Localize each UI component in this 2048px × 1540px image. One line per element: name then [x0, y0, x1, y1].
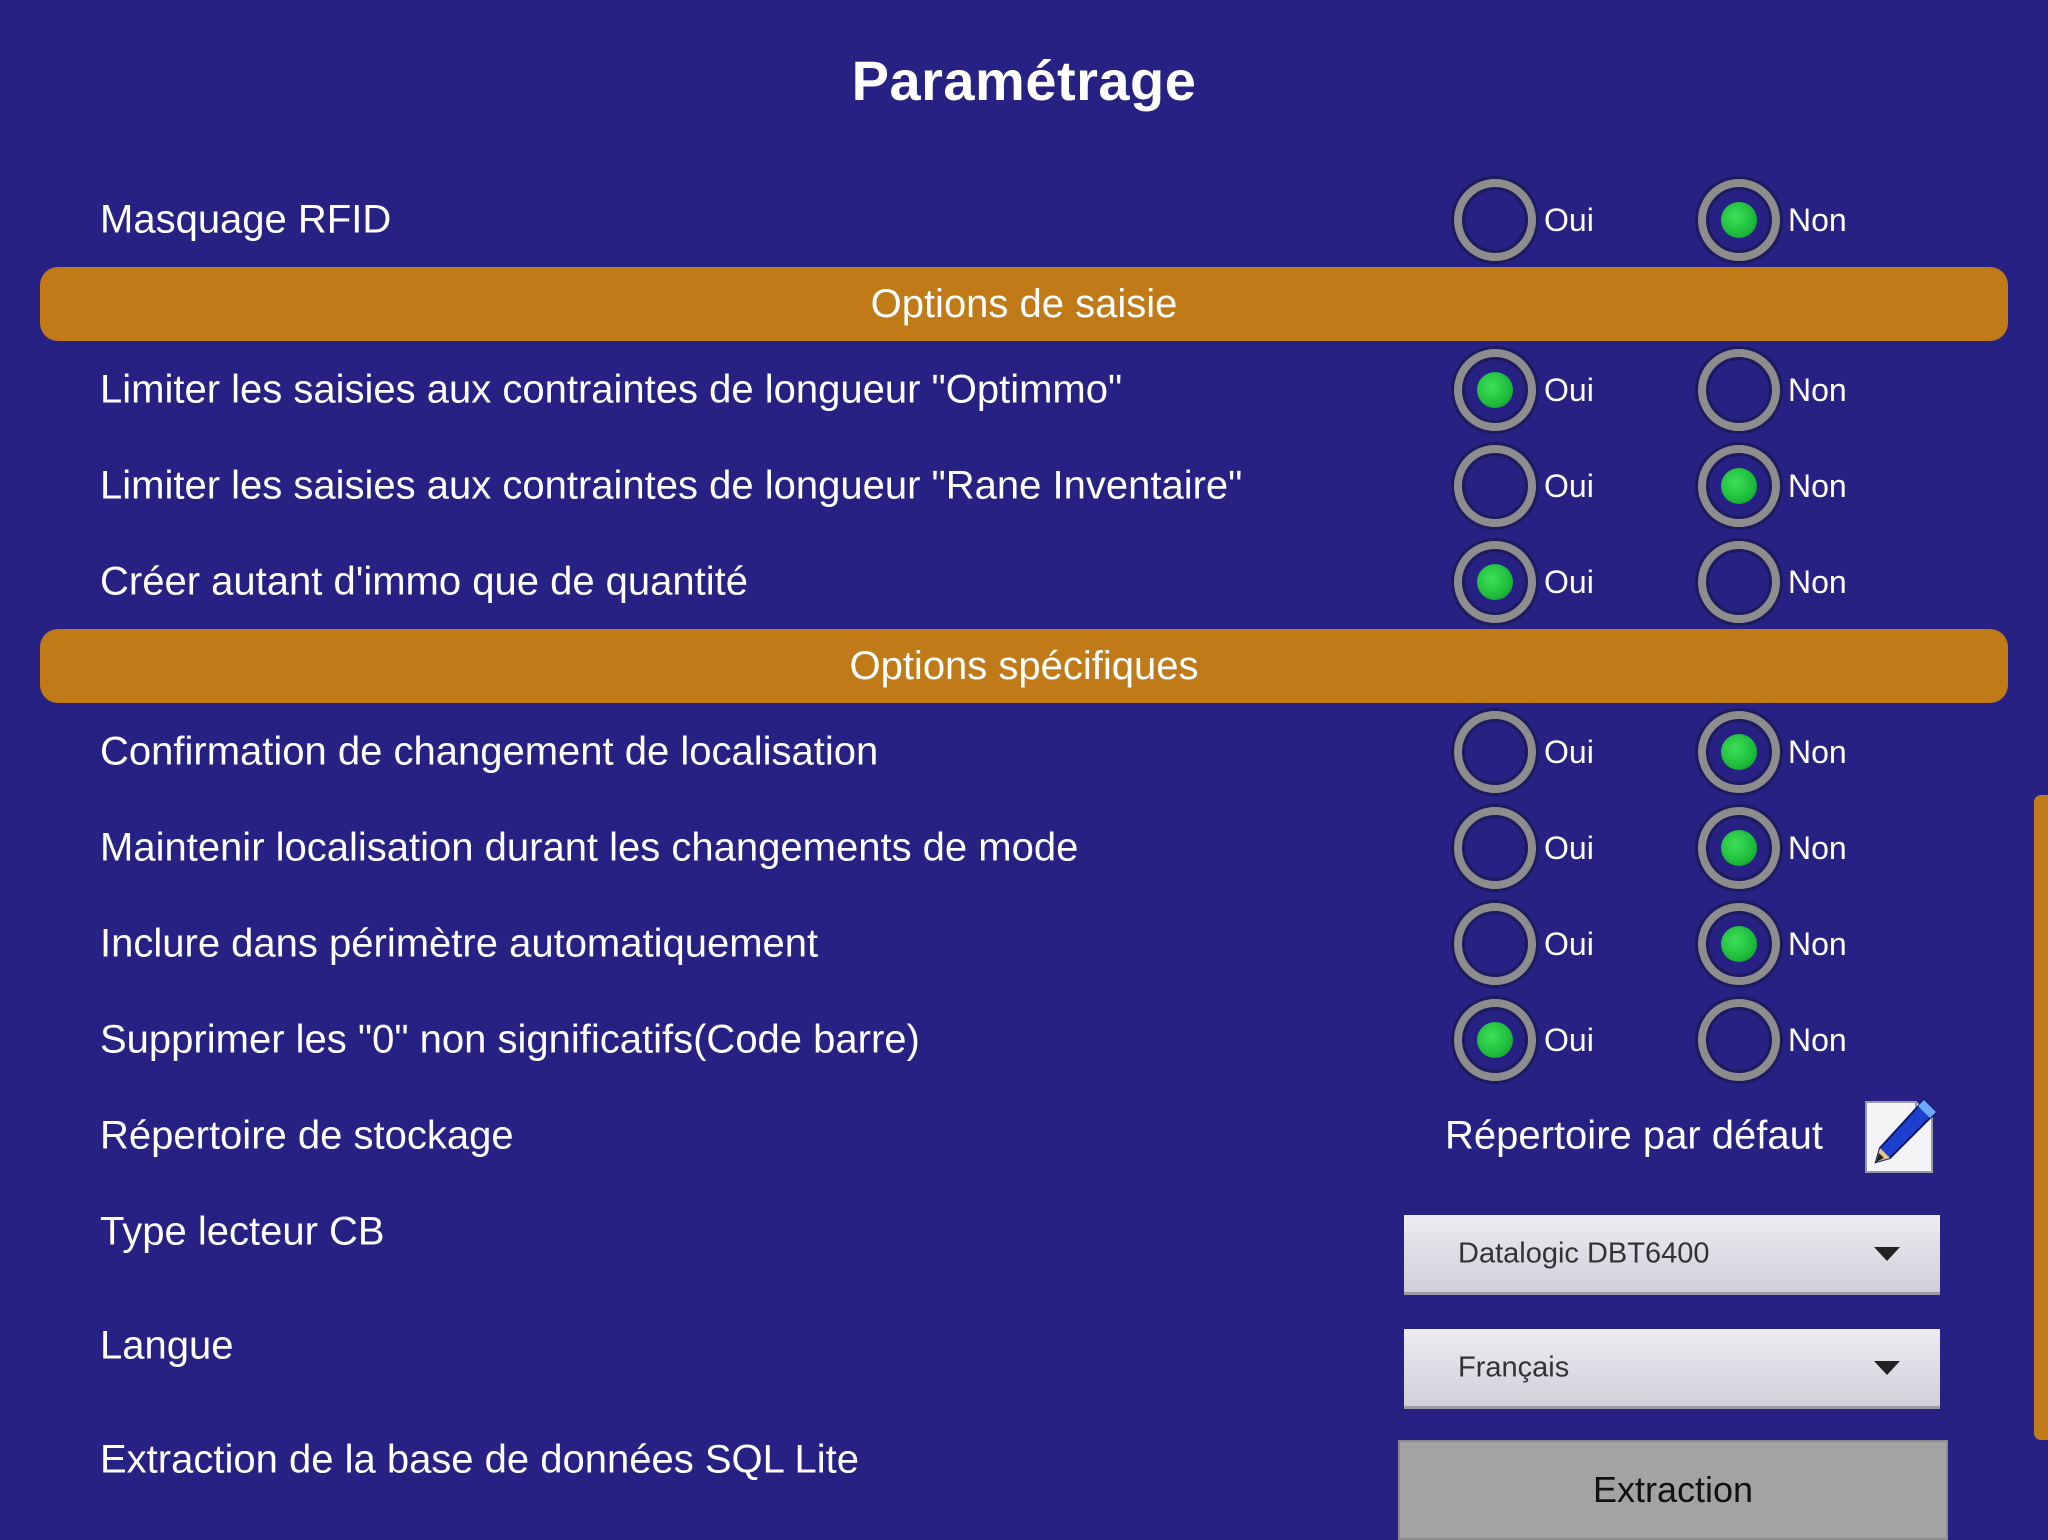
radio-circle[interactable] [1698, 711, 1780, 793]
setting-row-limit-rane [0, 438, 2048, 534]
setting-label: Supprimer les "0" non significatifs(Code barre) [100, 1017, 920, 1062]
radio-label: Non [1788, 201, 1847, 238]
radio-non[interactable] [1698, 710, 1847, 794]
setting-label: Créer autant d'immo que de quantité [100, 559, 749, 604]
reader-type-value: Datalogic DBT6400 [1458, 1237, 1710, 1269]
radio-circle[interactable] [1698, 903, 1780, 985]
extraction-label: Extraction de la base de données SQL Lite [100, 1437, 860, 1482]
scrollbar[interactable] [2034, 795, 2048, 1440]
radio-circle[interactable] [1454, 999, 1536, 1081]
radio-circle[interactable] [1698, 445, 1780, 527]
radio-non[interactable] [1698, 178, 1847, 262]
reader-label: Type lecteur CB [100, 1209, 385, 1254]
setting-row-create-immo [0, 534, 2048, 630]
radio-non[interactable] [1698, 348, 1847, 432]
setting-row-keep-location [0, 800, 2048, 896]
storage-label: Répertoire de stockage [100, 1113, 514, 1158]
radio-circle[interactable] [1454, 541, 1536, 623]
radio-circle[interactable] [1454, 179, 1536, 261]
language-value: Français [1458, 1351, 1570, 1383]
radio-label: Non [1788, 925, 1847, 962]
radio-label: Oui [1544, 563, 1594, 600]
radio-circle[interactable] [1454, 807, 1536, 889]
radio-non[interactable] [1698, 806, 1847, 890]
storage-value: Répertoire par défaut [1445, 1113, 1824, 1158]
radio-oui[interactable] [1454, 998, 1594, 1082]
chevron-down-icon [1874, 1247, 1900, 1261]
setting-label: Inclure dans périmètre automatiquement [100, 921, 819, 966]
radio-non[interactable] [1698, 444, 1847, 528]
radio-label: Non [1788, 467, 1847, 504]
radio-label: Oui [1544, 201, 1594, 238]
radio-circle[interactable] [1698, 179, 1780, 261]
radio-label: Oui [1544, 1021, 1594, 1058]
radio-label: Non [1788, 1021, 1847, 1058]
setting-row-confirm-location [0, 704, 2048, 800]
radio-oui[interactable] [1454, 444, 1594, 528]
setting-row-storage [0, 1088, 2048, 1184]
setting-label: Limiter les saisies aux contraintes de longueur "Optimmo" [100, 367, 1123, 412]
radio-label: Non [1788, 563, 1847, 600]
page-title: Paramétrage [851, 49, 1197, 112]
setting-row-include-perimeter [0, 896, 2048, 992]
radio-label: Non [1788, 829, 1847, 866]
setting-label: Confirmation de changement de localisation [100, 729, 879, 774]
radio-label: Oui [1544, 371, 1594, 408]
section-header-options-specifiques: Options spécifiques [40, 629, 2008, 703]
language-select[interactable] [1404, 1329, 1940, 1409]
radio-label: Non [1788, 371, 1847, 408]
radio-oui[interactable] [1454, 178, 1594, 262]
radio-circle[interactable] [1698, 807, 1780, 889]
radio-oui[interactable] [1454, 806, 1594, 890]
radio-label: Oui [1544, 733, 1594, 770]
radio-label: Oui [1544, 467, 1594, 504]
setting-row-limit-optimmo [0, 342, 2048, 438]
section-header-options-saisie: Options de saisie [40, 267, 2008, 341]
radio-circle[interactable] [1454, 711, 1536, 793]
radio-label: Oui [1544, 925, 1594, 962]
radio-non[interactable] [1698, 902, 1847, 986]
radio-circle[interactable] [1698, 349, 1780, 431]
setting-row-rfid-masking [0, 172, 2048, 268]
setting-row-remove-zeros [0, 992, 2048, 1088]
radio-circle[interactable] [1698, 541, 1780, 623]
radio-non[interactable] [1698, 540, 1847, 624]
radio-circle[interactable] [1454, 903, 1536, 985]
radio-oui[interactable] [1454, 710, 1594, 794]
radio-label: Oui [1544, 829, 1594, 866]
radio-label: Non [1788, 733, 1847, 770]
setting-label: Masquage RFID [100, 197, 392, 242]
radio-circle[interactable] [1454, 349, 1536, 431]
radio-circle[interactable] [1698, 999, 1780, 1081]
language-label: Langue [100, 1323, 234, 1368]
radio-oui[interactable] [1454, 348, 1594, 432]
pencil-edit-icon[interactable] [1862, 1096, 1940, 1176]
radio-circle[interactable] [1454, 445, 1536, 527]
chevron-down-icon [1874, 1361, 1900, 1375]
extraction-button[interactable]: Extraction [1398, 1440, 1948, 1540]
radio-non[interactable] [1698, 998, 1847, 1082]
radio-oui[interactable] [1454, 540, 1594, 624]
reader-type-select[interactable] [1404, 1215, 1940, 1295]
setting-label: Limiter les saisies aux contraintes de longueur "Rane Inventaire" [100, 463, 1243, 508]
setting-label: Maintenir localisation durant les changements de mode [100, 825, 1079, 870]
radio-oui[interactable] [1454, 902, 1594, 986]
